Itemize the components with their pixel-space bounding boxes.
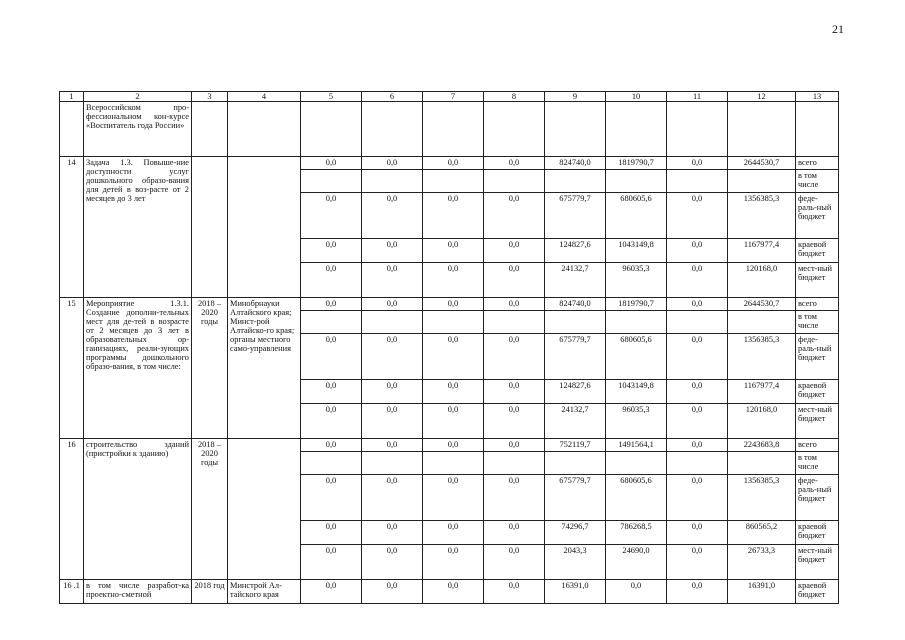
value-cell: 0,0 xyxy=(667,334,728,380)
value-cell: 675779,7 xyxy=(545,193,606,239)
table-cell xyxy=(228,102,301,157)
value-cell: 0,0 xyxy=(667,380,728,404)
value-cell: 0,0 xyxy=(484,193,545,239)
budget-source-label: краевой бюджет xyxy=(796,380,839,404)
table-cell xyxy=(728,102,796,157)
value-cell: 0,0 xyxy=(667,439,728,452)
value-cell: 124827,6 xyxy=(545,239,606,263)
column-header: 8 xyxy=(484,92,545,102)
column-header: 1 xyxy=(60,92,84,102)
value-cell xyxy=(728,311,796,334)
value-cell: 0,0 xyxy=(301,439,362,452)
value-cell: 96035,3 xyxy=(606,263,667,298)
value-cell: 0,0 xyxy=(423,439,484,452)
value-cell xyxy=(362,452,423,475)
value-cell xyxy=(545,311,606,334)
value-cell: 0,0 xyxy=(484,380,545,404)
table-cell xyxy=(60,102,84,157)
value-cell: 0,0 xyxy=(484,404,545,439)
value-cell: 0,0 xyxy=(667,580,728,604)
value-cell: 1167977,4 xyxy=(728,380,796,404)
value-cell xyxy=(301,452,362,475)
budget-source-label: феде-раль-ный бюджет xyxy=(796,475,839,521)
value-cell: 120168,0 xyxy=(728,263,796,298)
value-cell: 124827,6 xyxy=(545,380,606,404)
table-row xyxy=(60,298,839,311)
table-row xyxy=(60,157,839,170)
value-cell xyxy=(728,170,796,193)
value-cell: 24132,7 xyxy=(545,404,606,439)
value-cell: 675779,7 xyxy=(545,334,606,380)
item-years: 2018 – 2020 годы xyxy=(192,298,228,439)
value-cell xyxy=(667,311,728,334)
value-cell: 1356385,3 xyxy=(728,334,796,380)
value-cell: 0,0 xyxy=(362,263,423,298)
value-cell xyxy=(606,170,667,193)
value-cell: 26733,3 xyxy=(728,545,796,580)
item-description: в том числе разработ-ка проектно-сметной xyxy=(84,580,192,604)
value-cell: 0,0 xyxy=(362,193,423,239)
value-cell: 0,0 xyxy=(301,239,362,263)
table-cell xyxy=(796,102,839,157)
table-cell xyxy=(545,102,606,157)
value-cell: 0,0 xyxy=(484,521,545,545)
value-cell: 752119,7 xyxy=(545,439,606,452)
column-header: 5 xyxy=(301,92,362,102)
column-header-row xyxy=(60,92,839,102)
budget-source-label: всего xyxy=(796,298,839,311)
value-cell: 0,0 xyxy=(362,157,423,170)
page-number: 21 xyxy=(832,22,844,36)
value-cell: 0,0 xyxy=(362,439,423,452)
value-cell: 1167977,4 xyxy=(728,239,796,263)
column-header: 10 xyxy=(606,92,667,102)
table-cell xyxy=(667,102,728,157)
value-cell xyxy=(728,452,796,475)
value-cell: 2043,3 xyxy=(545,545,606,580)
column-header: 4 xyxy=(228,92,301,102)
value-cell: 0,0 xyxy=(667,404,728,439)
value-cell xyxy=(606,311,667,334)
value-cell: 2644530,7 xyxy=(728,157,796,170)
item-executor xyxy=(228,157,301,298)
value-cell: 0,0 xyxy=(423,521,484,545)
value-cell: 0,0 xyxy=(423,263,484,298)
column-header: 2 xyxy=(84,92,192,102)
value-cell: 0,0 xyxy=(484,475,545,521)
value-cell: 0,0 xyxy=(667,521,728,545)
value-cell xyxy=(484,452,545,475)
column-header: 11 xyxy=(667,92,728,102)
value-cell: 0,0 xyxy=(301,298,362,311)
item-description: Всероссийском про-фессиональном кон-курсе «Воспитатель года России» xyxy=(84,102,192,157)
value-cell xyxy=(484,170,545,193)
budget-source-label: феде-раль-ный бюджет xyxy=(796,193,839,239)
value-cell: 0,0 xyxy=(362,404,423,439)
value-cell: 0,0 xyxy=(301,334,362,380)
value-cell xyxy=(423,452,484,475)
value-cell xyxy=(545,452,606,475)
value-cell: 0,0 xyxy=(484,334,545,380)
value-cell xyxy=(545,170,606,193)
value-cell: 0,0 xyxy=(667,298,728,311)
column-header: 13 xyxy=(796,92,839,102)
table-cell xyxy=(423,102,484,157)
item-executor xyxy=(228,439,301,580)
value-cell: 0,0 xyxy=(423,475,484,521)
value-cell xyxy=(667,170,728,193)
value-cell: 0,0 xyxy=(362,334,423,380)
budget-table xyxy=(59,91,839,604)
value-cell: 74296,7 xyxy=(545,521,606,545)
value-cell: 0,0 xyxy=(484,545,545,580)
value-cell: 0,0 xyxy=(301,404,362,439)
value-cell: 0,0 xyxy=(301,521,362,545)
value-cell: 0,0 xyxy=(301,580,362,604)
table-cell xyxy=(362,102,423,157)
value-cell xyxy=(301,170,362,193)
column-header: 3 xyxy=(192,92,228,102)
value-cell: 0,0 xyxy=(667,239,728,263)
value-cell: 0,0 xyxy=(301,475,362,521)
item-description: Задача 1.3. Повыше-ние доступности услуг дошкольного образо-вания для детей в воз-расте от 2 месяцев до 3 лет xyxy=(84,157,192,298)
value-cell: 0,0 xyxy=(667,263,728,298)
value-cell: 2243683,8 xyxy=(728,439,796,452)
column-header: 7 xyxy=(423,92,484,102)
value-cell: 0,0 xyxy=(484,439,545,452)
budget-source-label: в том числе xyxy=(796,311,839,334)
value-cell xyxy=(301,311,362,334)
column-header: 9 xyxy=(545,92,606,102)
value-cell: 0,0 xyxy=(423,298,484,311)
value-cell: 16391,0 xyxy=(545,580,606,604)
budget-source-label: в том числе xyxy=(796,170,839,193)
item-years: 2018 год xyxy=(192,580,228,604)
value-cell: 1819790,7 xyxy=(606,157,667,170)
value-cell: 0,0 xyxy=(667,475,728,521)
value-cell: 1043149,8 xyxy=(606,380,667,404)
value-cell xyxy=(484,311,545,334)
value-cell: 0,0 xyxy=(667,545,728,580)
value-cell: 0,0 xyxy=(667,157,728,170)
value-cell xyxy=(667,452,728,475)
value-cell: 0,0 xyxy=(484,263,545,298)
value-cell: 0,0 xyxy=(362,239,423,263)
budget-source-label: краевой бюджет xyxy=(796,521,839,545)
budget-source-label: мест-ный бюджет xyxy=(796,404,839,439)
value-cell: 0,0 xyxy=(362,521,423,545)
value-cell: 0,0 xyxy=(301,545,362,580)
value-cell: 0,0 xyxy=(423,239,484,263)
budget-source-label: всего xyxy=(796,157,839,170)
value-cell xyxy=(362,311,423,334)
table-cell xyxy=(301,102,362,157)
value-cell: 680605,6 xyxy=(606,475,667,521)
column-header: 12 xyxy=(728,92,796,102)
value-cell: 0,0 xyxy=(423,334,484,380)
value-cell: 0,0 xyxy=(606,580,667,604)
value-cell: 24132,7 xyxy=(545,263,606,298)
value-cell: 1356385,3 xyxy=(728,193,796,239)
item-executor: Минстрой Ал-тайского края xyxy=(228,580,301,604)
budget-source-label: мест-ный бюджет xyxy=(796,545,839,580)
value-cell: 0,0 xyxy=(362,545,423,580)
value-cell: 1356385,3 xyxy=(728,475,796,521)
item-executor: Минобрнауки Алтайского края; Минст-рой Алтайско-го края; органы местного само-управления xyxy=(228,298,301,439)
column-header: 6 xyxy=(362,92,423,102)
budget-source-label: феде-раль-ный бюджет xyxy=(796,334,839,380)
value-cell: 675779,7 xyxy=(545,475,606,521)
value-cell: 120168,0 xyxy=(728,404,796,439)
value-cell: 16391,0 xyxy=(728,580,796,604)
value-cell: 1819790,7 xyxy=(606,298,667,311)
table-row xyxy=(60,439,839,452)
value-cell: 0,0 xyxy=(484,298,545,311)
value-cell xyxy=(423,170,484,193)
budget-source-label: мест-ный бюджет xyxy=(796,263,839,298)
item-description: Мероприятие 1.3.1. Создание дополни-тельных мест для де-тей в возрасте от 2 месяцев до 3 лет в образовательных ор-ганизациях, реали-зующих программы дошкольного образо-вания, в том числе: xyxy=(84,298,192,439)
value-cell: 0,0 xyxy=(423,193,484,239)
value-cell: 0,0 xyxy=(423,545,484,580)
value-cell: 0,0 xyxy=(362,580,423,604)
value-cell: 0,0 xyxy=(667,193,728,239)
value-cell: 0,0 xyxy=(362,298,423,311)
value-cell: 0,0 xyxy=(484,239,545,263)
value-cell: 96035,3 xyxy=(606,404,667,439)
value-cell xyxy=(423,311,484,334)
table-cell xyxy=(606,102,667,157)
value-cell: 24690,0 xyxy=(606,545,667,580)
value-cell: 0,0 xyxy=(301,193,362,239)
row-number: 15 xyxy=(60,298,84,439)
value-cell: 0,0 xyxy=(423,580,484,604)
value-cell: 680605,6 xyxy=(606,334,667,380)
value-cell: 0,0 xyxy=(484,580,545,604)
budget-source-label: в том числе xyxy=(796,452,839,475)
table-row xyxy=(60,580,839,604)
value-cell: 824740,0 xyxy=(545,298,606,311)
table-row xyxy=(60,102,839,157)
value-cell: 2644530,7 xyxy=(728,298,796,311)
value-cell: 680605,6 xyxy=(606,193,667,239)
table-cell xyxy=(192,102,228,157)
table-cell xyxy=(484,102,545,157)
item-years: 2018 – 2020 годы xyxy=(192,439,228,580)
value-cell: 0,0 xyxy=(362,475,423,521)
value-cell: 0,0 xyxy=(423,157,484,170)
item-years xyxy=(192,157,228,298)
value-cell: 0,0 xyxy=(423,404,484,439)
budget-source-label: всего xyxy=(796,439,839,452)
value-cell: 0,0 xyxy=(484,157,545,170)
row-number: 16 .1 xyxy=(60,580,84,604)
budget-source-label: краевой бюджет xyxy=(796,239,839,263)
value-cell: 0,0 xyxy=(301,157,362,170)
value-cell: 786268,5 xyxy=(606,521,667,545)
value-cell: 0,0 xyxy=(301,380,362,404)
value-cell: 0,0 xyxy=(362,380,423,404)
value-cell: 1043149,8 xyxy=(606,239,667,263)
value-cell: 0,0 xyxy=(301,263,362,298)
row-number: 14 xyxy=(60,157,84,298)
row-number: 16 xyxy=(60,439,84,580)
value-cell: 860565,2 xyxy=(728,521,796,545)
value-cell xyxy=(362,170,423,193)
value-cell: 1491564,1 xyxy=(606,439,667,452)
value-cell xyxy=(606,452,667,475)
value-cell: 0,0 xyxy=(423,380,484,404)
value-cell: 824740,0 xyxy=(545,157,606,170)
budget-source-label: краевой бюджет xyxy=(796,580,839,604)
item-description: строительство зданий (пристройки к зданию) xyxy=(84,439,192,580)
